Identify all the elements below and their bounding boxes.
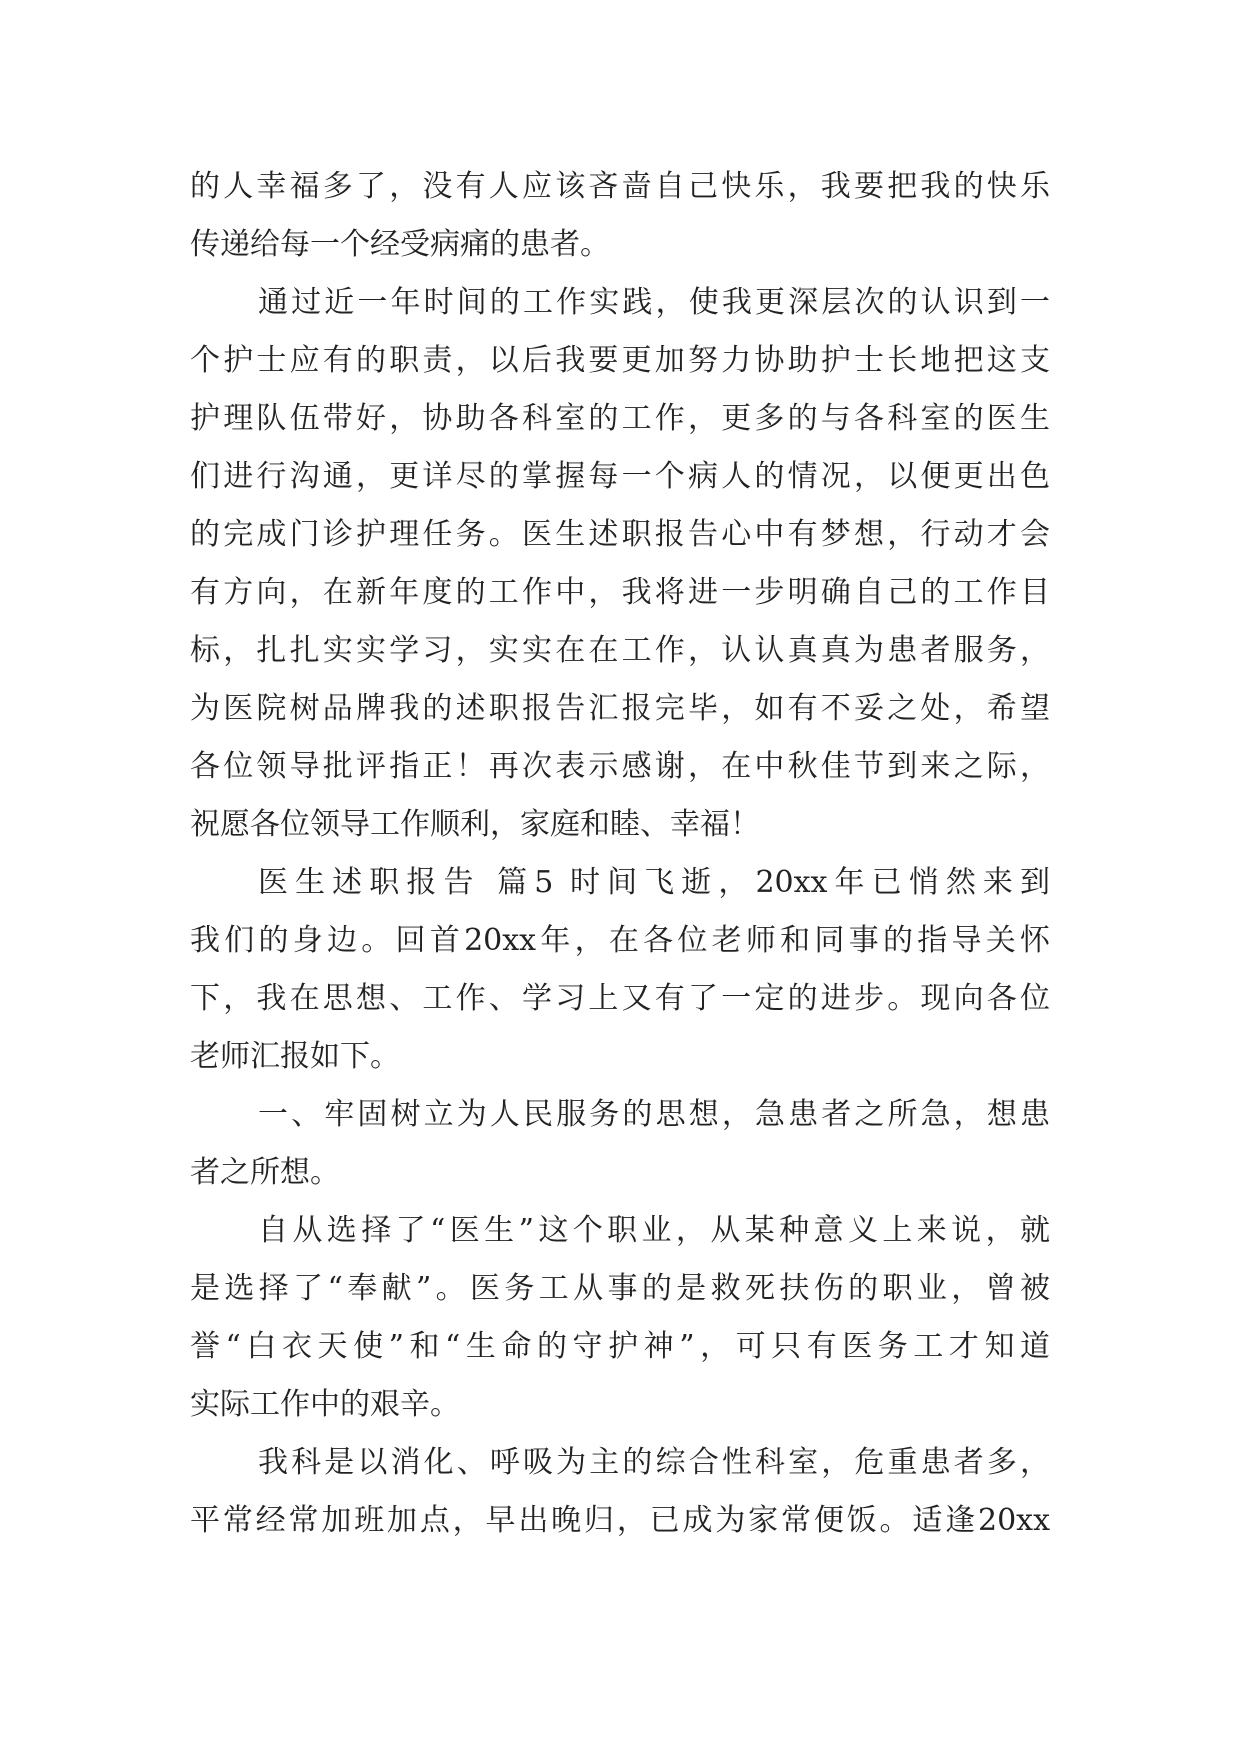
text-line: 老师汇报如下。 (190, 1039, 400, 1074)
text-line: 誉“白衣天使”和“生命的守护神”，可只有医务工才知道 (190, 1329, 1050, 1364)
text-line: 是选择了“奉献”。医务工从事的是救死扶伤的职业，曾被 (190, 1271, 1050, 1306)
text-line: 有方向，在新年度的工作中，我将进一步明确自己的工作目 (190, 575, 1050, 610)
text-line: 一、牢固树立为人民服务的思想，急患者之所急，想患 (258, 1097, 1050, 1132)
text-line: 们进行沟通，更详尽的掌握每一个病人的情况，以便更出色 (190, 459, 1050, 494)
text-line: 下，我在思想、工作、学习上又有了一定的进步。现向各位 (190, 981, 1050, 1016)
text-line: 通过近一年时间的工作实践，使我更深层次的认识到一 (258, 285, 1050, 320)
text-line: 的人幸福多了，没有人应该吝啬自己快乐，我要把我的快乐 (190, 169, 1050, 204)
text-line: 标，扎扎实实学习，实实在在工作，认认真真为患者服务， (190, 633, 1050, 668)
text-line: 护理队伍带好，协助各科室的工作，更多的与各科室的医生 (190, 401, 1050, 436)
text-line: 自从选择了“医生”这个职业，从某种意义上来说，就 (258, 1213, 1050, 1248)
text-line: 各位领导批评指正！再次表示感谢，在中秋佳节到来之际， (190, 749, 1050, 784)
text-line: 祝愿各位领导工作顺利，家庭和睦、幸福！ (190, 807, 760, 842)
text-line: 平常经常加班加点，早出晚归，已成为家常便饭。适逢20xx (190, 1503, 1050, 1538)
text-line: 个护士应有的职责，以后我要更加努力协助护士长地把这支 (190, 343, 1050, 378)
text-line: 实际工作中的艰辛。 (190, 1387, 460, 1422)
document-body (190, 158, 1050, 1550)
text-line: 的完成门诊护理任务。医生述职报告心中有梦想，行动才会 (190, 517, 1050, 552)
text-line: 我科是以消化、呼吸为主的综合性科室，危重患者多， (258, 1445, 1050, 1480)
text-line: 我们的身边。回首20xx年，在各位老师和同事的指导关怀 (190, 923, 1050, 958)
text-line: 者之所想。 (190, 1155, 340, 1190)
section-heading-line: 医生述职报告 篇5 时间飞逝，20xx年已悄然来到 (258, 865, 1050, 900)
text-line: 为医院树品牌我的述职报告汇报完毕，如有不妥之处，希望 (190, 691, 1050, 726)
text-line: 传递给每一个经受病痛的患者。 (190, 227, 610, 262)
